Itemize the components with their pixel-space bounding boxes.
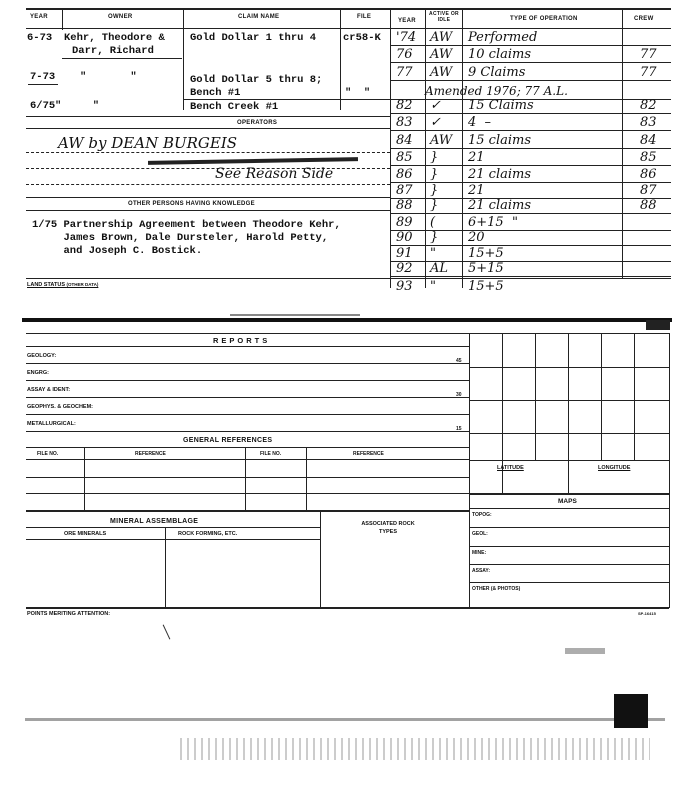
land-status-text: LAND STATUS xyxy=(27,282,65,288)
log-operation: 21 claims xyxy=(468,198,532,213)
scan-mark-dark-block xyxy=(614,694,648,728)
log-row-rule xyxy=(390,113,671,114)
header-active-idle: ACTIVE OR IDLE xyxy=(429,11,459,23)
operators-line xyxy=(26,152,390,153)
refs-col-file-no: FILE NO. xyxy=(37,451,59,457)
log-year: 91 xyxy=(396,246,413,261)
reports-scale-15: 15 xyxy=(456,426,462,432)
header-bottom-rule xyxy=(26,28,671,29)
header-claim-name: CLAIM NAME xyxy=(238,14,280,20)
log-year: 85 xyxy=(396,150,413,165)
other-persons-top-rule xyxy=(26,197,390,198)
reports-row-rule xyxy=(26,431,469,432)
grid-right-border xyxy=(669,333,670,608)
refs-col-reference: REFERENCE xyxy=(353,451,384,457)
log-year: 87 xyxy=(396,183,413,198)
other-persons-header-rule xyxy=(26,210,390,211)
operators-label: OPERATORS xyxy=(237,120,278,126)
log-status: AW xyxy=(430,47,453,62)
maps-row-topog: TOPOG: xyxy=(472,512,492,518)
log-year: 93 xyxy=(396,279,413,294)
log-crew: 83 xyxy=(640,115,657,130)
col-sep-year xyxy=(62,8,63,30)
log-row-rule xyxy=(390,213,671,214)
maps-row-other: OTHER (& PHOTOS) xyxy=(472,586,521,592)
other-persons-line: and Joseph C. Bostick. xyxy=(32,245,203,257)
claim-name: Gold Dollar 5 thru 8; xyxy=(190,74,323,86)
log-operation: 21 claims xyxy=(468,167,532,182)
log-row-rule xyxy=(390,130,671,131)
scan-mark-bottom-band xyxy=(25,718,665,721)
log-operation: 20 xyxy=(468,230,485,245)
log-year: 89 xyxy=(396,215,413,230)
log-row-rule xyxy=(390,62,671,63)
log-year: 82 xyxy=(396,98,413,113)
operators-header-rule xyxy=(26,128,390,129)
reports-row-rule xyxy=(26,380,469,381)
mineral-header-rule xyxy=(26,539,320,540)
general-refs-title-rule xyxy=(26,447,469,448)
scan-mark-noise xyxy=(180,738,650,760)
log-operation: 6+15 " xyxy=(468,215,518,230)
refs-row-rule xyxy=(26,477,469,478)
log-status: } xyxy=(430,198,439,213)
claim-year-underline xyxy=(28,84,58,85)
ore-minerals-label: ORE MINERALS xyxy=(64,531,107,537)
reports-scale-45: 45 xyxy=(456,358,462,364)
log-operation: Performed xyxy=(468,30,538,45)
reports-title: REPORTS xyxy=(213,336,271,345)
other-persons-label: OTHER PERSONS HAVING KNOWLEDGE xyxy=(128,201,255,207)
maps-row-assay: ASSAY: xyxy=(472,568,491,574)
log-crew: 77 xyxy=(640,65,657,80)
form-number: SP-16415 xyxy=(638,611,656,616)
log-row-rule xyxy=(390,165,671,166)
reports-row-geology: GEOLOGY: xyxy=(27,353,57,359)
reports-top-rule xyxy=(26,333,669,334)
grid-col xyxy=(535,333,536,460)
section-divider-right-cap xyxy=(646,320,670,330)
log-crew: 88 xyxy=(640,198,657,213)
divider-smudge xyxy=(230,314,360,316)
claim-name: Gold Dollar 1 thru 4 xyxy=(190,32,317,44)
other-persons-line: 1/75 Partnership Agreement between Theodore Kehr, xyxy=(32,219,341,231)
log-status: AL xyxy=(430,261,449,276)
maps-row-geol: GEOL: xyxy=(472,531,488,537)
operators-line xyxy=(26,184,390,185)
header-year-2: YEAR xyxy=(398,18,416,24)
log-year: 83 xyxy=(396,115,413,130)
associated-rock-types-label: ASSOCIATED ROCK TYPES xyxy=(361,521,415,535)
log-operation: 21 xyxy=(468,183,485,198)
other-persons-line: James Brown, Dale Dursteler, Harold Petty, xyxy=(32,232,329,244)
claim-owner: " " xyxy=(55,100,100,112)
log-status: AW xyxy=(430,133,453,148)
reports-row-metallurgical: METALLURGICAL: xyxy=(27,421,76,427)
general-references-title: GENERAL REFERENCES xyxy=(183,437,273,444)
reports-row-engrg: ENGRG: xyxy=(27,370,49,376)
log-crew: 85 xyxy=(640,150,657,165)
maps-row-mine: MINE: xyxy=(472,550,487,556)
log-year: '74 xyxy=(396,30,417,45)
log-operation: 15 Claims xyxy=(468,98,534,113)
grid-row xyxy=(469,460,669,461)
claim-owner: " " xyxy=(80,71,137,83)
refs-col-file-no: FILE NO. xyxy=(260,451,282,457)
log-operation: 15+5 xyxy=(468,279,504,294)
log-year: 90 xyxy=(396,230,413,245)
longitude-label: LONGITUDE xyxy=(598,465,631,471)
log-status: AW xyxy=(430,65,453,80)
reports-row-rule xyxy=(26,363,469,364)
scan-mark-stroke xyxy=(163,625,171,640)
maps-title-rule xyxy=(469,508,669,509)
grid-row xyxy=(469,367,669,368)
refs-col-sep xyxy=(306,447,307,510)
maps-row-rule xyxy=(469,546,669,547)
operators-line xyxy=(26,168,390,169)
claim-row-rule xyxy=(183,99,390,100)
owner-underline xyxy=(62,58,182,59)
strikethrough-scribble xyxy=(148,157,358,165)
reports-scale-30: 30 xyxy=(456,392,462,398)
maps-title: MAPS xyxy=(558,498,577,505)
refs-row-rule xyxy=(26,493,469,494)
log-status: ✓ xyxy=(430,115,441,130)
log-row-rule xyxy=(390,80,671,81)
refs-header-rule xyxy=(26,459,469,460)
grid-row xyxy=(469,433,669,434)
reports-row-rule xyxy=(26,397,469,398)
log-year: 77 xyxy=(396,65,413,80)
log-crew: 84 xyxy=(640,133,657,148)
reports-row-geophys: GEOPHYS. & GEOCHEM: xyxy=(27,404,94,410)
header-year: YEAR xyxy=(30,14,48,20)
log-operation: 5+15 xyxy=(468,261,504,276)
log-status: " xyxy=(430,279,436,294)
points-meriting-attention-label: POINTS MERITING ATTENTION: xyxy=(27,611,111,617)
reports-row-assay: ASSAY & IDENT: xyxy=(27,387,71,393)
log-year: 86 xyxy=(396,167,413,182)
land-status-sub: (OTHER DATA) xyxy=(66,282,99,287)
maps-row-rule xyxy=(469,582,669,583)
mineral-assemblage-title: MINERAL ASSEMBLAGE xyxy=(110,518,199,525)
header-type-operation: TYPE OF OPERATION xyxy=(510,16,578,22)
land-status-top-rule xyxy=(26,278,671,279)
latitude-label: LATITUDE xyxy=(497,465,524,471)
land-status-label xyxy=(27,282,98,288)
log-row-rule xyxy=(390,148,671,149)
log-operation: 15+5 xyxy=(468,246,504,261)
log-crew: 86 xyxy=(640,167,657,182)
reports-row-rule xyxy=(26,414,469,415)
log-operation: Amended 1976; 77 A.L. xyxy=(425,84,568,98)
log-row-rule xyxy=(390,45,671,46)
refs-col-sep xyxy=(245,447,246,510)
log-status: } xyxy=(430,167,439,182)
claim-year: 6-73 xyxy=(27,32,53,44)
mineral-title-rule xyxy=(26,527,320,528)
grid-col xyxy=(634,333,635,460)
section-divider-band xyxy=(22,318,672,322)
operators-note: See Reason Side xyxy=(215,166,334,182)
refs-bottom-rule xyxy=(26,510,469,512)
grid-row xyxy=(469,493,669,495)
rock-forming-label: ROCK FORMING, ETC. xyxy=(178,531,238,537)
log-year: 76 xyxy=(396,47,413,62)
log-status: " xyxy=(430,246,436,261)
grid-col xyxy=(568,333,569,493)
claim-owner: Darr, Richard xyxy=(72,45,154,57)
col-sep-crew xyxy=(622,8,623,278)
reports-title-rule xyxy=(26,346,469,347)
log-status: } xyxy=(430,150,439,165)
log-status: } xyxy=(430,183,439,198)
refs-col-sep xyxy=(84,447,85,510)
claim-owner: Kehr, Theodore & xyxy=(64,32,165,44)
log-crew: 87 xyxy=(640,183,657,198)
header-crew: CREW xyxy=(634,16,654,22)
claim-file: cr58-K xyxy=(343,32,381,44)
log-year: 84 xyxy=(396,133,413,148)
operators-top-rule xyxy=(26,116,390,117)
log-year: 88 xyxy=(396,198,413,213)
scan-mark-corner xyxy=(565,648,605,654)
claim-name: Bench #1 xyxy=(190,87,241,99)
log-operation: 21 xyxy=(468,150,485,165)
log-row-rule xyxy=(390,276,671,277)
claim-name: Bench Creek #1 xyxy=(190,101,279,113)
maps-row-rule xyxy=(469,527,669,528)
refs-col-reference: REFERENCE xyxy=(135,451,166,457)
log-operation: 9 Claims xyxy=(468,65,526,80)
grid-row xyxy=(469,400,669,401)
log-status: } xyxy=(430,230,439,245)
mineral-bottom-rule xyxy=(26,607,669,609)
log-operation: 4 – xyxy=(468,115,492,130)
log-operation: 10 claims xyxy=(468,47,532,62)
log-operation: 15 claims xyxy=(468,133,532,148)
claim-file: " " xyxy=(345,87,371,99)
reports-right-border xyxy=(469,333,470,608)
mineral-col-sep xyxy=(165,527,166,607)
mineral-col-sep xyxy=(320,510,321,607)
log-year: 92 xyxy=(396,261,413,276)
operators-handwriting: AW by DEAN BURGEIS xyxy=(58,134,238,152)
claim-year: 7-73 xyxy=(30,71,56,83)
log-status: ✓ xyxy=(430,98,441,113)
log-status: ( xyxy=(430,215,436,230)
top-border xyxy=(26,8,671,10)
header-owner: OWNER xyxy=(108,14,133,20)
col-sep-owner xyxy=(183,8,184,110)
log-crew: 77 xyxy=(640,47,657,62)
grid-col xyxy=(601,333,602,460)
maps-row-rule xyxy=(469,564,669,565)
col-sep-claim xyxy=(340,8,341,110)
claim-year: 6/75 xyxy=(30,100,56,112)
log-status: AW xyxy=(430,30,453,45)
header-file: FILE xyxy=(357,14,372,20)
log-crew: 82 xyxy=(640,98,657,113)
